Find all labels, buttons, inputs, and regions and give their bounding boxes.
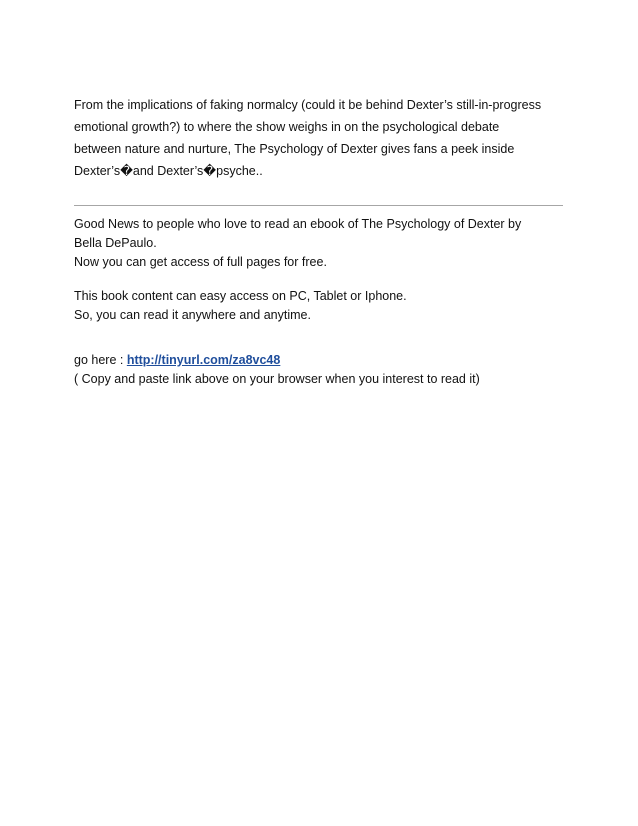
access-line-1: This book content can easy access on PC, Tablet or Iphone. — [74, 289, 407, 303]
link-paragraph — [74, 351, 574, 389]
horizontal-divider — [74, 205, 563, 206]
copy-instruction: ( Copy and paste link above on your browser when you interest to read it) — [74, 372, 480, 386]
download-link[interactable]: http://tinyurl.com/za8vc48 — [126, 353, 281, 367]
link-prefix: go here : — [74, 353, 127, 367]
intro-line-2: emotional growth?) to where the show weighs in on the psychological debate — [74, 120, 500, 134]
intro-line-3: between nature and nurture, The Psychology of Dexter gives fans a peek inside — [74, 142, 515, 156]
link-line — [74, 351, 574, 370]
access-line-2: So, you can read it anywhere and anytime. — [74, 308, 311, 322]
intro-line-1: From the implications of faking normalcy (could it be behind Dexter’s still-in-progress — [74, 98, 542, 112]
news-line-2: Bella DePaulo. — [74, 236, 157, 250]
intro-paragraph — [74, 94, 574, 182]
news-line-1: Good News to people who love to read an ebook of The Psychology of Dexter by — [74, 217, 522, 231]
intro-line-4: Dexter’s�and Dexter’s�psyche.. — [74, 164, 263, 178]
access-paragraph — [74, 287, 574, 325]
news-line-3: Now you can get access of full pages for free. — [74, 255, 327, 269]
news-paragraph — [74, 215, 574, 272]
